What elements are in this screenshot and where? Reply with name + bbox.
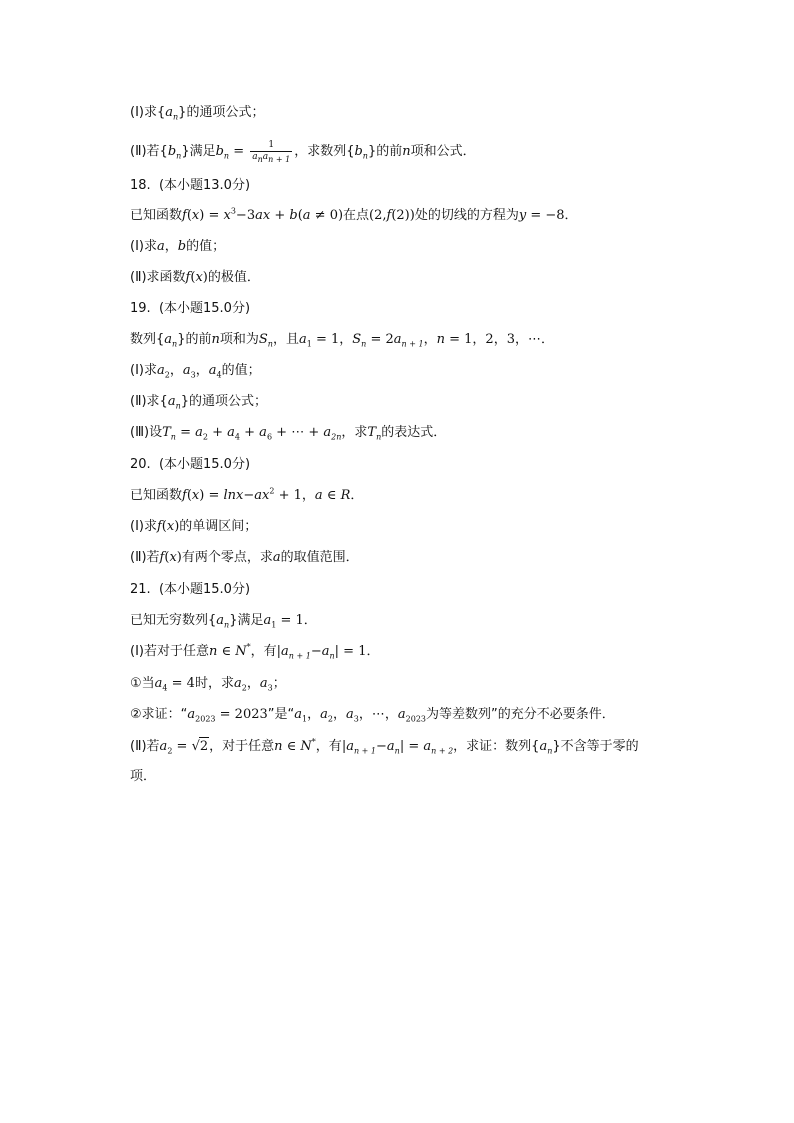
q20-stem: 已知函数$f(x) = \ln x-ax^2 + 1$，a ∈ R． — [130, 486, 364, 503]
q21-part1-item2: ②求证：“$a_{2023} = 2023$”是“$a_1$，$a_2$，$a_3$，⋯，$a_{2023}$为等差数列”的充分不必要条件． — [130, 707, 615, 724]
q18-part1: (Ⅰ)求a，b的值； — [130, 239, 226, 254]
q21-heading: 21. (本小题15.0分) — [130, 582, 251, 597]
q21-part2-cont: 项． — [130, 769, 157, 784]
q17-part1: (Ⅰ)求$\{a_n\}$的通项公式； — [130, 105, 265, 122]
q17-part2: (Ⅱ)若$\{b_n\}$满足$b_n$ = $\frac{1}{a_na_{n + 1}}$ ，求数列$\{b_n\}$的前n项和公式． — [130, 140, 476, 164]
q19-part2: (Ⅱ)求$\{a_n\}$的通项公式； — [130, 394, 268, 411]
q19-stem: 数列$\{a_n\}$的前n项和为$S_n$，且$a_1 = 1$，$S_n = 2a_{n + 1}$，n = 1，2，3，⋯． — [130, 332, 554, 349]
q19-part3: (Ⅲ)设$T_n = a_2 + a_4 + a_6$ + ⋯ + $a_{2n}$，求$T_n$的表达式． — [130, 425, 447, 442]
fraction: $\frac{1}{a_na_{n + 1}}$ — [252, 140, 291, 164]
q20-part1: (Ⅰ)求f(x)的单调区间； — [130, 519, 258, 534]
q19-part1: (Ⅰ)求$a_2$，$a_3$，$a_4$的值； — [130, 363, 261, 380]
q18-heading: 18. (本小题13.0分) — [130, 178, 251, 193]
q19-heading: 19. (本小题15.0分) — [130, 301, 251, 316]
q21-stem: 已知无穷数列$\{a_n\}$满足$a_1 = 1$． — [130, 613, 317, 630]
q18-part2: (Ⅱ)求函数f(x)的极值． — [130, 270, 260, 285]
q21-part1: (Ⅰ)若对于任意n ∈ N*，有$|a_{n + 1}-a_n| = 1$． — [130, 642, 380, 661]
q21-part1-item1: ①当$a_4 = 4$时，求$a_2$，$a_3$； — [130, 676, 286, 693]
q20-heading: 20. (本小题15.0分) — [130, 457, 251, 472]
q18-stem: 已知函数$f(x) = x^3-3ax + b(a \ne 0)$在点(2,f(2))处的切线的方程为y = −8． — [130, 206, 578, 223]
q20-part2: (Ⅱ)若f(x)有两个零点，求a的取值范围． — [130, 550, 359, 565]
q21-part2: (Ⅱ)若$a_2 = √2$，对于任意n ∈ N*，有$|a_{n + 1}-a_n| = a_{n + 2}$，求证：数列$\{a_n\}$不含等于零的 — [130, 737, 639, 756]
